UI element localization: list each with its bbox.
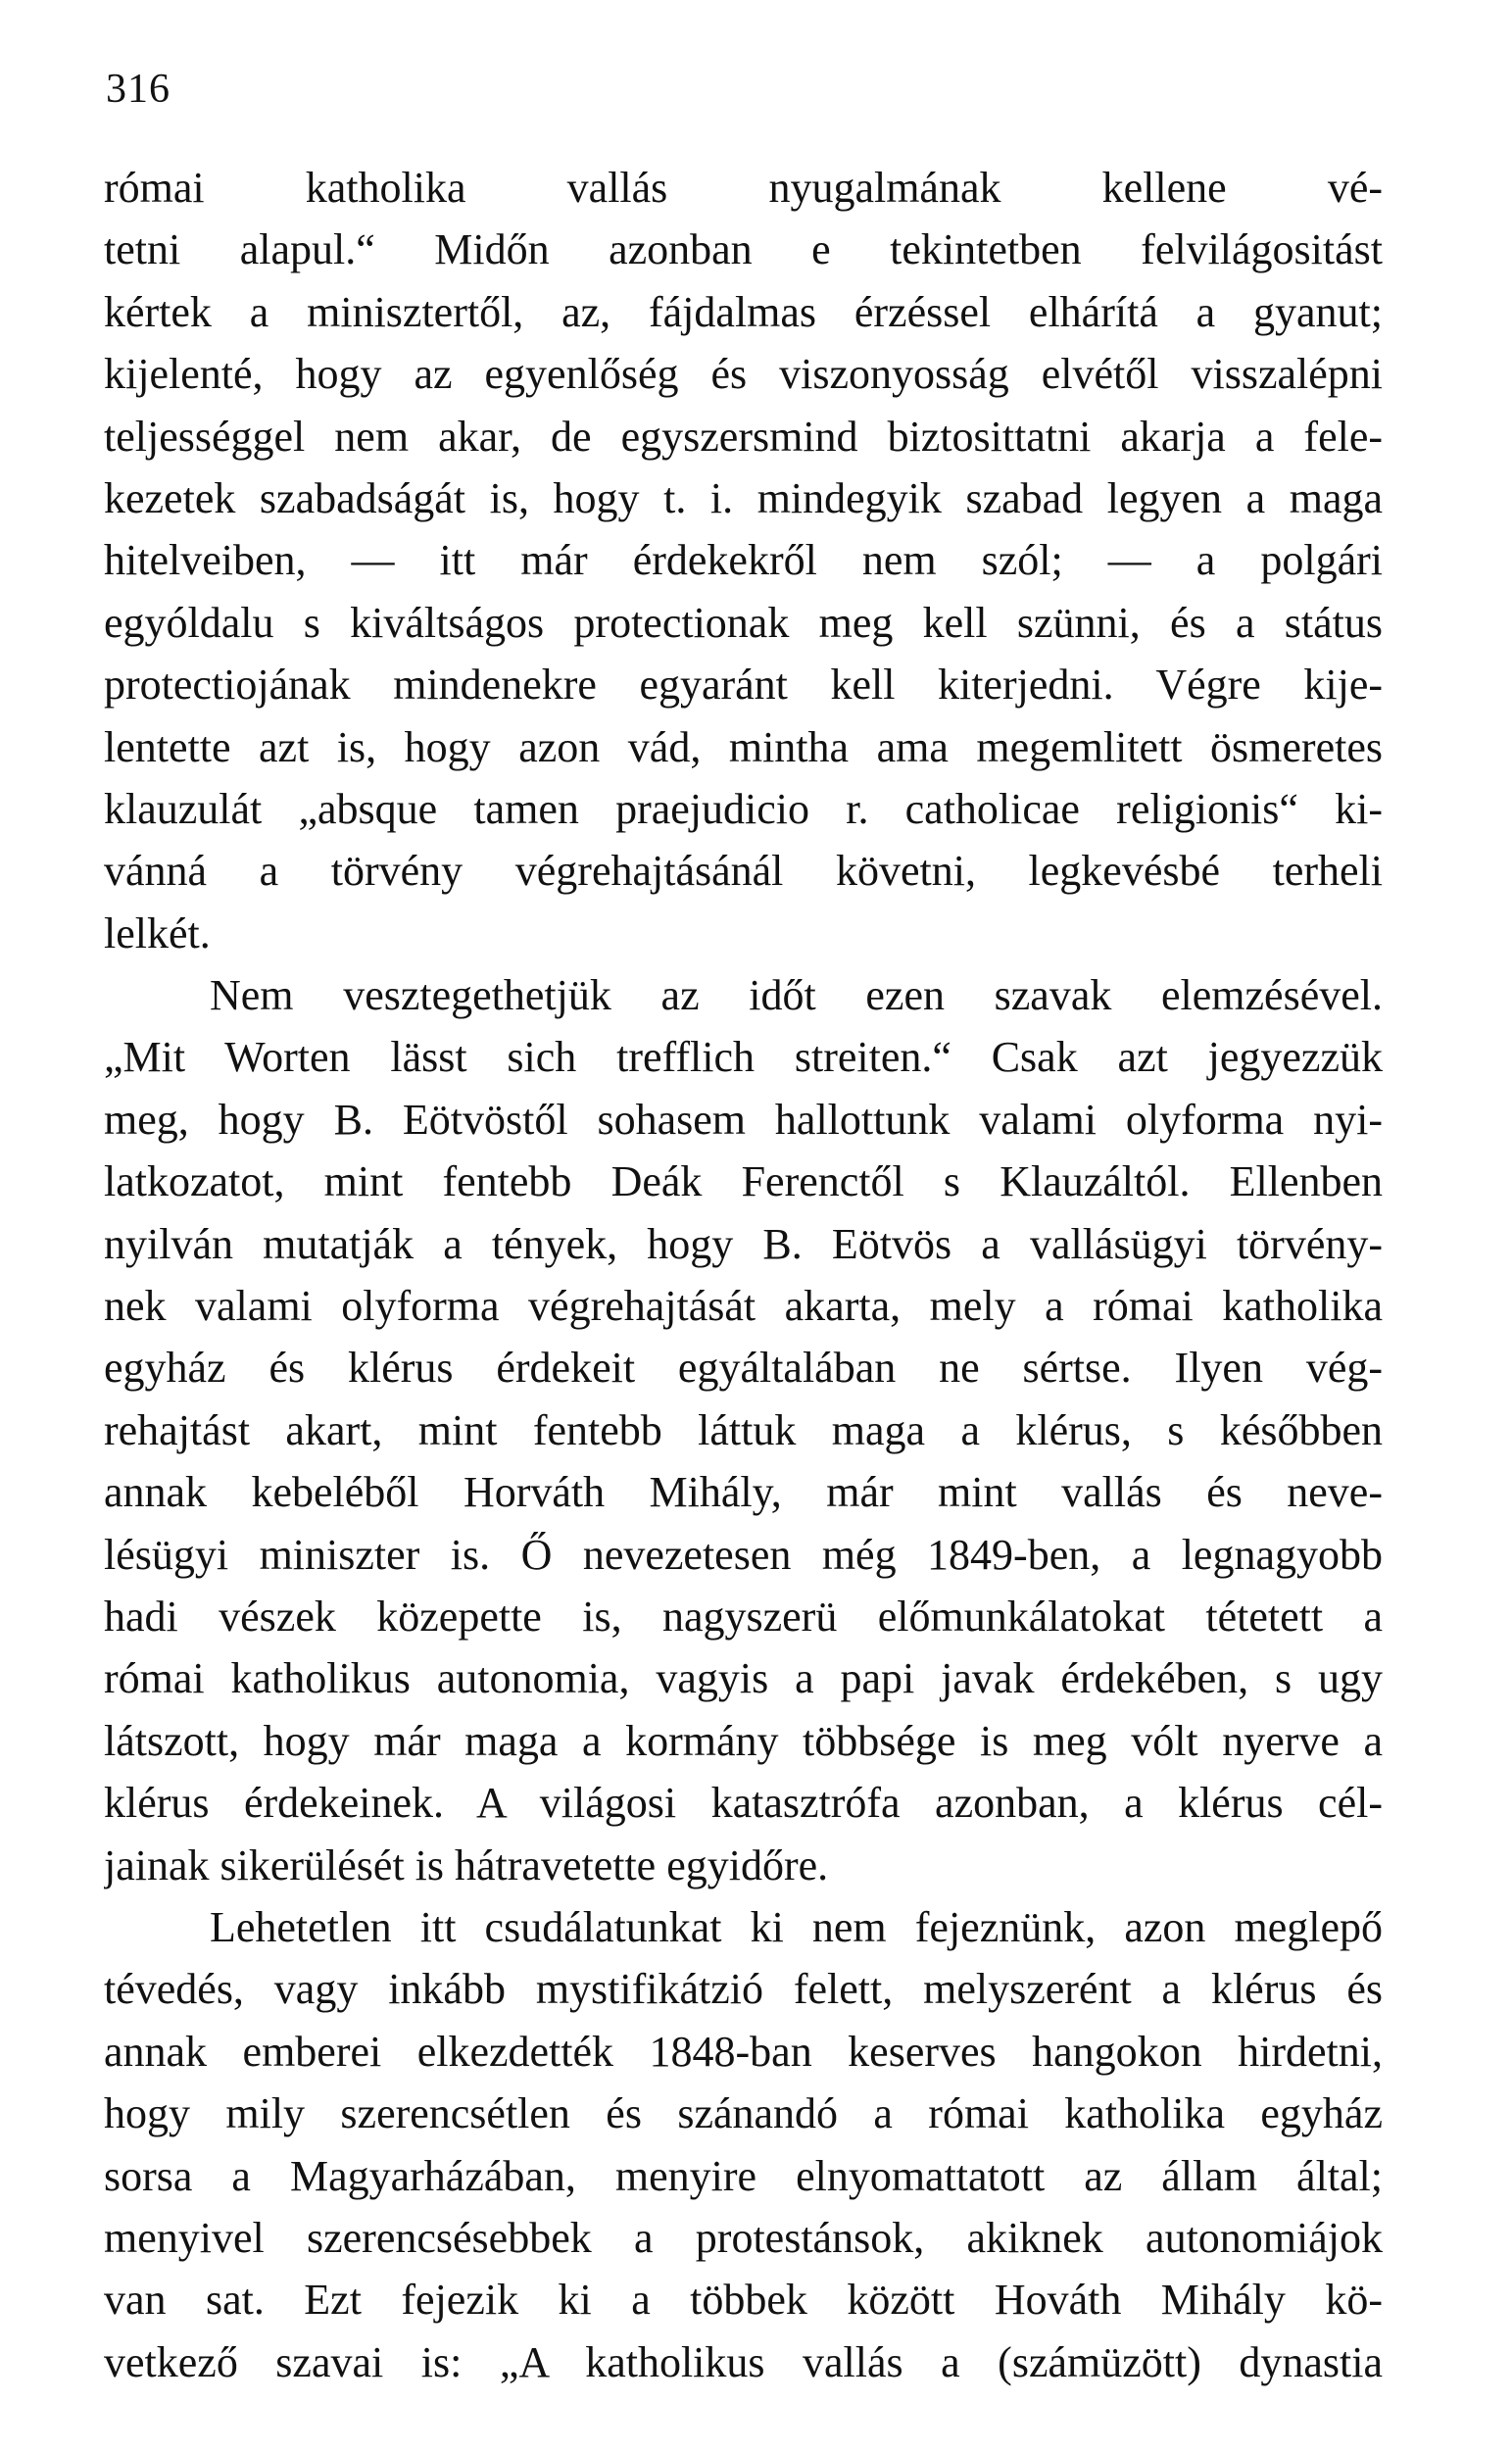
text-line: sorsa a Magyarházában, menyire elnyomattatott az állam által; <box>104 2151 1383 2200</box>
paragraph-end-line: jainak sikerülését is hátravetette egyidőre. <box>104 1840 829 1889</box>
text-line: római katholikus autonomia, vagyis a papi javak érdekében, s ugy <box>104 1654 1383 1703</box>
text-line: kértek a minisztertől, az, fájdalmas érzéssel elhárítá a gyanut; <box>104 287 1383 336</box>
text-line: egyóldalu s kiváltságos protectionak meg kell szünni, és a státus <box>104 598 1383 647</box>
page-number: 316 <box>106 67 171 112</box>
text-line: lentette azt is, hogy azon vád, mintha ama megemlitett ösmeretes <box>104 722 1383 771</box>
text-line: annak kebeléből Horváth Mihály, már mint vallás és neve- <box>104 1468 1383 1517</box>
text-line: hitelveiben, — itt már érdekekről nem szól; — a polgári <box>104 536 1383 585</box>
paragraph-start-line: Nem vesztegethetjük az időt ezen szavak elemzésével. <box>210 971 1383 1020</box>
text-line: rehajtást akart, mint fentebb láttuk maga a klérus, s későbben <box>104 1405 1383 1454</box>
text-line: klauzulát „absque tamen praejudicio r. catholicae religionis“ ki- <box>104 784 1383 833</box>
text-line: tetni alapul.“ Midőn azonban e tekintetben felvilágositást <box>104 225 1383 274</box>
text-line: tévedés, vagy inkább mystifikátzió felett, melyszerént a klérus és <box>104 1965 1383 2014</box>
text-line: hogy mily szerencsétlen és szánandó a római katholika egyház <box>104 2089 1383 2138</box>
text-line: kijelenté, hogy az egyenlőség és viszonyosság elvétől visszalépni <box>104 350 1383 399</box>
text-line: protectiojának mindenekre egyaránt kell kiterjedni. Végre kije- <box>104 661 1383 710</box>
paragraph-end-line: lelkét. <box>104 908 211 957</box>
text-line: vetkező szavai is: „A katholikus vallás a (számüzött) dynastia <box>104 2337 1383 2386</box>
text-line: van sat. Ezt fejezik ki a többek között Hováth Mihály kö- <box>104 2276 1383 2325</box>
paragraph-start-line: Lehetetlen itt csudálatunkat ki nem fejeznünk, azon meglepő <box>210 1902 1383 1951</box>
body-text <box>104 157 1383 2393</box>
text-line: kezetek szabadságát is, hogy t. i. mindegyik szabad legyen a maga <box>104 473 1383 522</box>
text-line: annak emberei elkezdették 1848-ban keserves hangokon hirdetni, <box>104 2027 1383 2076</box>
text-line: nyilván mutatják a tények, hogy B. Eötvös a vallásügyi törvény- <box>104 1219 1383 1268</box>
text-line: teljességgel nem akar, de egyszersmind biztosittatni akarja a fele- <box>104 412 1383 461</box>
text-line: menyivel szerencsésebbek a protestánsok, akiknek autonomiájok <box>104 2213 1383 2262</box>
text-line: látszott, hogy már maga a kormány többsége is meg vólt nyerve a <box>104 1716 1383 1765</box>
text-line: meg, hogy B. Eötvöstől sohasem hallottunk valami olyforma nyi- <box>104 1095 1383 1144</box>
text-line: lésügyi miniszter is. Ő nevezetesen még 1849-ben, a legnagyobb <box>104 1530 1383 1579</box>
text-line: latkozatot, mint fentebb Deák Ferenctől s Klauzáltól. Ellenben <box>104 1157 1383 1206</box>
text-line: egyház és klérus érdekeit egyáltalában ne sértse. Ilyen vég- <box>104 1344 1383 1393</box>
text-line: hadi vészek közepette is, nagyszerü előmunkálatokat tétetett a <box>104 1592 1383 1641</box>
text-line: „Mit Worten lässt sich trefflich streiten.“ Csak azt jegyezzük <box>104 1033 1383 1082</box>
text-line: római katholika vallás nyugalmának kellene vé- <box>104 164 1383 212</box>
text-line: klérus érdekeinek. A világosi katasztrófa azonban, a klérus cél- <box>104 1779 1383 1828</box>
text-line: vánná a törvény végrehajtásánál követni, legkevésbé terheli <box>104 847 1383 896</box>
text-line: nek valami olyforma végrehajtását akarta, mely a római katholika <box>104 1282 1383 1331</box>
